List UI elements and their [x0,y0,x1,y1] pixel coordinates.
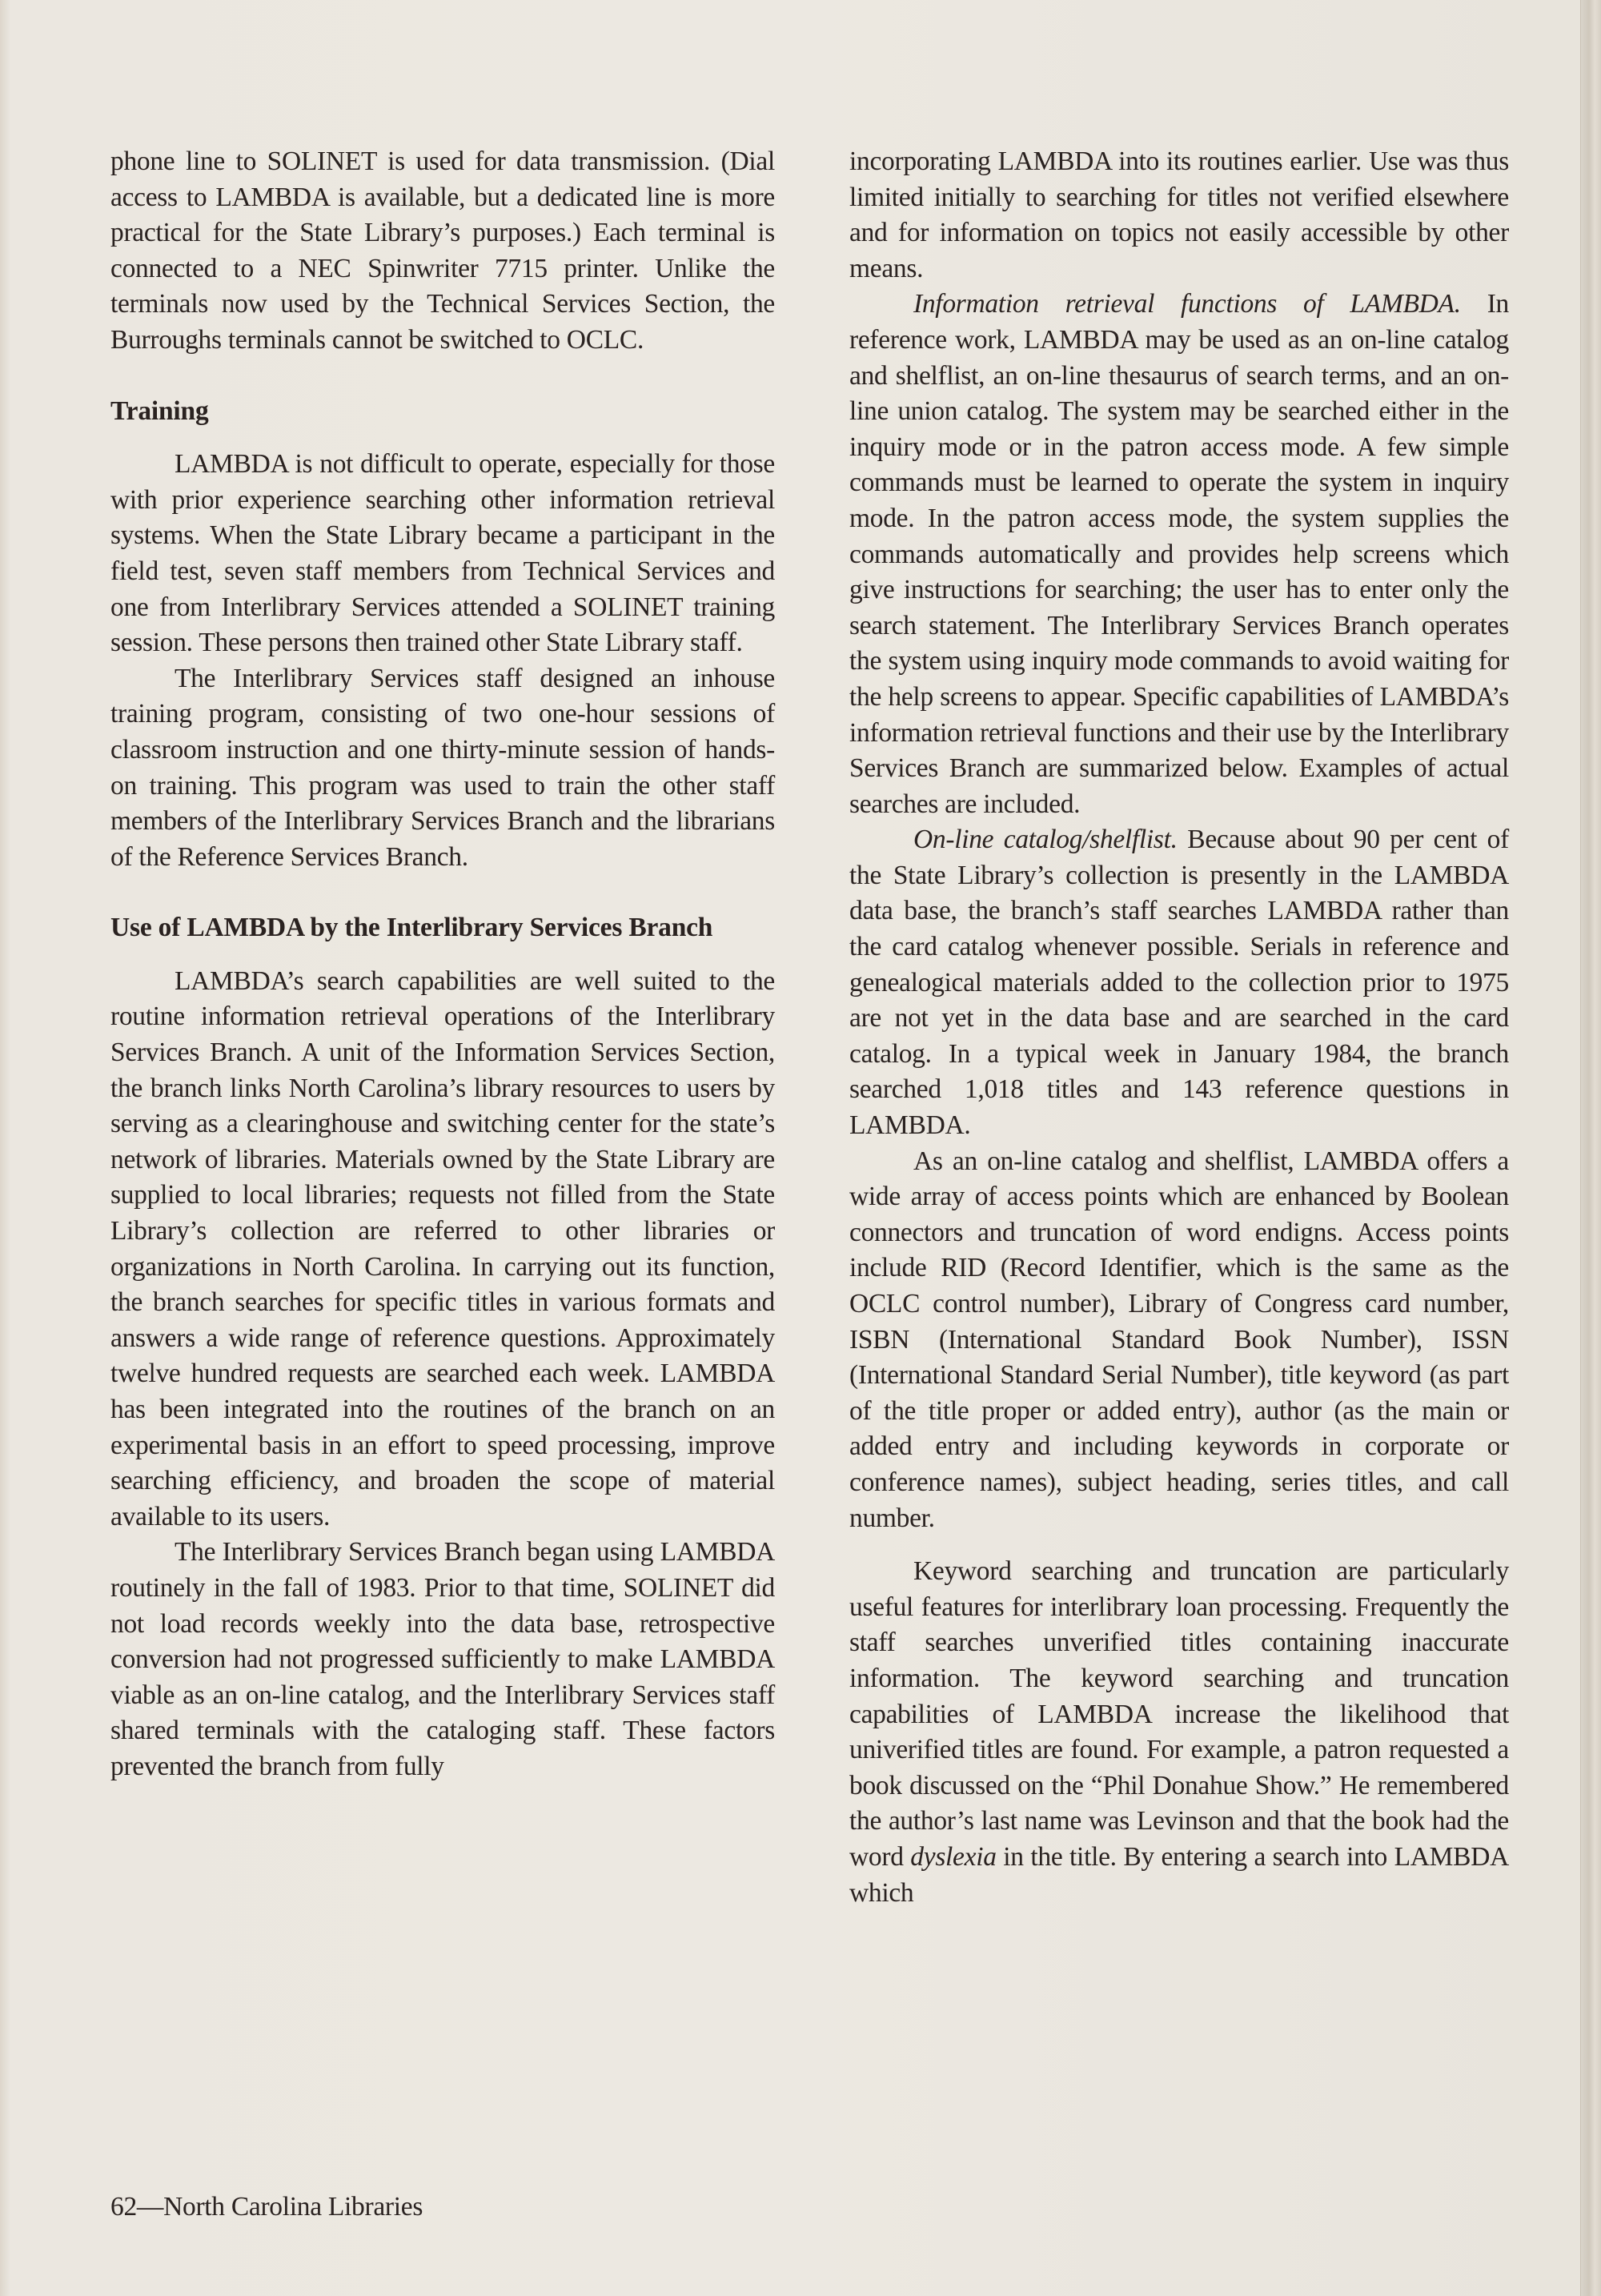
paragraph-access-points: As an on-line catalog and shelflist, LAMBDA offers a wide array of access points which are enhanced by Boolean connectors and truncation of word endigns. Access points include RID (Record Identifier, which is the same as the OCLC control number), Library of Congress card number, ISBN (International Standard Book Number), ISSN (International Standard Serial Number), title keyword (as part of the title proper or added entry), author (as the main or added entry and including keywords in corporate or conference names), subject heading, series titles, and call number. [849,1146,1509,1533]
italic-term-dyslexia: dyslexia [910,1841,997,1872]
subhead-information-retrieval: Information retrieval functions of LAMBDA. [913,289,1461,319]
paragraph-training-intro: LAMBDA is not difficult to operate, especially for those with prior experience searching other information retrieval systems. When the State Library became a participant in the field test, seven staff members from Technical Services and one from Interlibrary Services attended a SOLINET training session. These persons then trained other State Library staff. [110,449,775,658]
paragraph-inhouse-training: The Interlibrary Services staff designed an inhouse training program, consisting of two one-hour sessions of classroom instruction and one thirty-minute session of hands-on training. This program was used to train the other staff members of the Interlibrary Services Branch and the librarians of the Reference Services Branch. [110,663,775,872]
right-column [849,144,1509,1911]
paragraph-search-capabilities: LAMBDA’s search capabilities are well suited to the routine information retrieval operations of the Interlibrary Services Branch. A unit of the Information Services Section, the branch links North Carolina’s library resources to users by serving as a clearinghouse and switching center for the state’s network of libraries. Materials owned by the State Library are supplied to local libraries; requests not filled from the State Library’s collection are referred to other libraries or organizations in North Carolina. In carrying out its function, the branch searches for specific titles in various formats and answers a wide range of reference questions. Approximately twelve hundred requests are searched each week. LAMBDA has been integrated into the routines of the branch on an experimental basis in an effort to speed processing, improve searching efficiency, and broaden the scope of material available to its users. [110,965,775,1531]
left-column [110,144,775,1785]
keyword-searching-text-a: Keyword searching and truncation are particularly useful features for interlibrary loan processing. Frequently the staff searches unverified titles containing inaccurate information. The keyword searching and truncation capabilities of LAMBDA increase the likelihood that univerified titles are found. For example, a patron requested a book discussed on the “Phil Donahue Show.” He remembered the author’s last name was Levinson and that the book had the word [849,1556,1509,1872]
paragraph-online-catalog [849,822,1509,1143]
paragraph-began-using: The Interlibrary Services Branch began using LAMBDA routinely in the fall of 1983. Prior to that time, SOLINET did not load records weekly into the data base, retrospective conversion had not progressed sufficiently to make LAMBDA viable as an on-line catalog, and the Interlibrary Services staff shared terminals with the cataloging staff. These factors prevented the branch from fully [110,1537,775,1781]
paragraph-terminals: phone line to SOLINET is used for data transmission. (Dial access to LAMBDA is available, but a dedicated line is more practical for the State Library’s purposes.) Each terminal is connected to a NEC Spinwriter 7715 printer. Unlike the terminals now used by the Technical Services Section, the Burroughs terminals cannot be switched to OCLC. [110,147,775,355]
page-footer-folio: 62—North Carolina Libraries [110,2192,423,2222]
paragraph-keyword-searching [849,1554,1509,1911]
page-right-gutter [1580,0,1601,2296]
paragraph-incorporating: incorporating LAMBDA into its routines earlier. Use was thus limited initially to searching for titles not verified elsewhere and for information on topics not easily accessible by other means. [849,147,1509,283]
paragraph-information-retrieval [849,287,1509,822]
page-left-edge [0,0,10,2296]
heading-use-of-lambda: Use of LAMBDA by the Interlibrary Services Branch [110,913,713,943]
subhead-online-catalog: On-line catalog/shelflist. [913,825,1178,855]
keyword-searching-text-b: in the title. By entering a search into LAMBDA which [849,1841,1509,1908]
paragraph-online-catalog-body: Because about 90 per cent of the State Library’s collection is presently in the LAMBDA data base, the branch’s staff searches LAMBDA rather than the card catalog whenever possible. Serials in reference and genealogical materials added to the collection prior to 1975 are not yet in the data base and are searched in the card catalog. In a typical week in January 1984, the branch searched 1,018 titles and 143 reference questions in LAMBDA. [849,825,1509,1141]
paragraph-information-retrieval-body: In reference work, LAMBDA may be used as an on-line catalog and shelflist, an on-line thesaurus of search terms, and an on-line union catalog. The system may be searched either in the inquiry mode or in the patron access mode. A few simple commands must be learned to operate the system in inquiry mode. In the patron access mode, the system supplies the commands automatically and provides help screens which give instructions for searching; the user has to enter only the search statement. The Interlibrary Services Branch operates the system using inquiry mode commands to avoid waiting for the help screens to appear. Specific capabilities of LAMBDA’s information retrieval functions and their use by the Interlibrary Services Branch are summarized below. Examples of actual searches are included. [849,289,1509,819]
heading-training: Training [110,395,209,426]
